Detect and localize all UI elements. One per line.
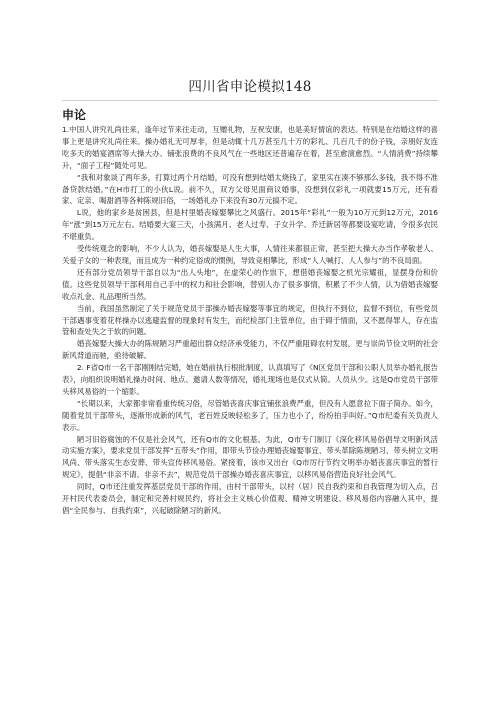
section-heading: 申论 xyxy=(62,108,87,122)
page-title: 四川省申论模拟148 xyxy=(188,79,312,95)
paragraph-11: 同时，Q市还注重发挥基层党员干部的作用，由村干部带头，以村（居）民自我约束和自我管理为切入点，召开村民代表委员会，制定和完善村规民约，将社会主义核心价值观、精神文明建设、移风易俗内容融入其中，提倡“全民参与、自我约束”，兴起破除陋习的新风。 xyxy=(62,482,438,515)
paragraph-8: 2. F省Q市一名干部刚刚结完婚，她在婚前执行根批制度，认真填写了《N区党员干部和公职人员举办婚礼报告表》，向组织说明婚礼操办时间、地点、邀请人数等情况，婚礼现场也是仅式从简。人员从少。这是Q市党员干部带头移风易俗的一个缩影。 xyxy=(62,363,438,396)
paragraph-2: “我和对象谈了两年多，打算过两个月结婚，可没有想到结婚太烧钱了，家里实在凑不够那么多钱，我不得不准备贷款结婚。”在H市打工的小伙L说。前不久，双方父母见面商议婚事，没想到仅彩礼一项就要15万元，还有看家、定亲、喝甜酒等各种陈规旧俗，一场婚礼办下来没有30万元搞不定。 xyxy=(62,172,438,206)
paragraph-6: 当前，我国虽然制定了关于规范党员干部操办婚丧嫁娶等事宜的规定，但执行不到位，监督不到位，有些党员干部遇事变着花样操办以逃避监督的现象时有发生，而纪检部门主管单位，由于碍于情面，又不愿得罪人，存在监管和查处失之于软的问题。 xyxy=(62,303,438,337)
paragraph-1: 1.中国人讲究礼尚往来，逢年过节来往走动，互赠礼物，互祝安康，也是美好情谊的表达。特别是在结婚这样的喜事上更是讲究礼尚往来。操办婚礼无可厚非，但是动辄十几万甚至几十万的彩礼、几百几千的份子钱，亲朋好友连吃多天的婚宴酒席等大操大办、铺张浪费的不良风气在一些地区还普遍存在着，甚至愈演愈烈。“人情消费”持续攀升，“面子工程”随处可见。 xyxy=(62,125,438,170)
paragraph-3: L说，他的家乡是贫困县，但是村里婚丧嫁娶攀比之风盛行。2015年“彩礼”一般为10万元到12万元，2016年“涨”到15万元左右。结婚要大宴三天，小孩满月、老人过寿、子女升学、乔迁新居等都要设宴吃请，令很多农民不堪重负。 xyxy=(62,208,438,242)
document-body xyxy=(62,124,438,517)
paragraph-5: 还有部分党员领导干部自以为“出人头地”，在虚荣心的作祟下，想借婚丧嫁娶之机光宗耀祖，显摆身份和价值。这些党员领导干部利用自己手中的权力和社会影响，替别人办了很多事情，积累了不少人情，认为借婚丧嫁娶收点礼金、礼品理所当然。 xyxy=(62,267,438,301)
paragraph-7: 婚丧嫁娶大操大办的陈规陋习严重超出群众经济承受能力，不仅严重阻碍农村发展，更与崇尚节俭文明的社会新风背道而驰，亟待破解。 xyxy=(62,339,438,361)
title-divider xyxy=(62,100,438,101)
paragraph-10: 陋习旧俗腐蚀的不仅是社会风气，还有Q市的文化根基。为此，Q市专门制订《深化移风易俗倡导文明新风活动实施方案》，要求党员干部发挥“五带头”作用，即带头节俭办理婚丧嫁娶事宜、带头革除陈规陋习、带头树立文明风尚、带头落实生态安葬、带头宣传移风易俗。紧接着，该市又出台《Q市厉行节约文明举办婚丧喜庆事宜的暂行规定》，提倡“非亲不请、非亲不去”，规范党员干部操办婚丧喜庆事宜，以移风易俗营造良好社会风气。 xyxy=(62,434,438,480)
paragraph-4: 受传统观念的影响，不少人认为，婚丧嫁娶是人生大事，人情往来都很正常，甚至把大操大办当作孝敬老人、关爱子女的一种表现，而且成为一种约定俗成的惯例，导致竞相攀比，形成“人人喊打、人人参与”的不良局面。 xyxy=(62,244,438,265)
paragraph-9: “长期以来，大家都非常看重传统习俗，尽管婚丧喜庆事宜铺张浪费严重，但没有人愿意拉下面子简办。如今，随着党员干部带头，逐渐形成新的风气，老百姓反映轻松多了，压力也小了，纷纷拍手叫好。”Q市纪委有关负责人表示。 xyxy=(62,398,438,432)
